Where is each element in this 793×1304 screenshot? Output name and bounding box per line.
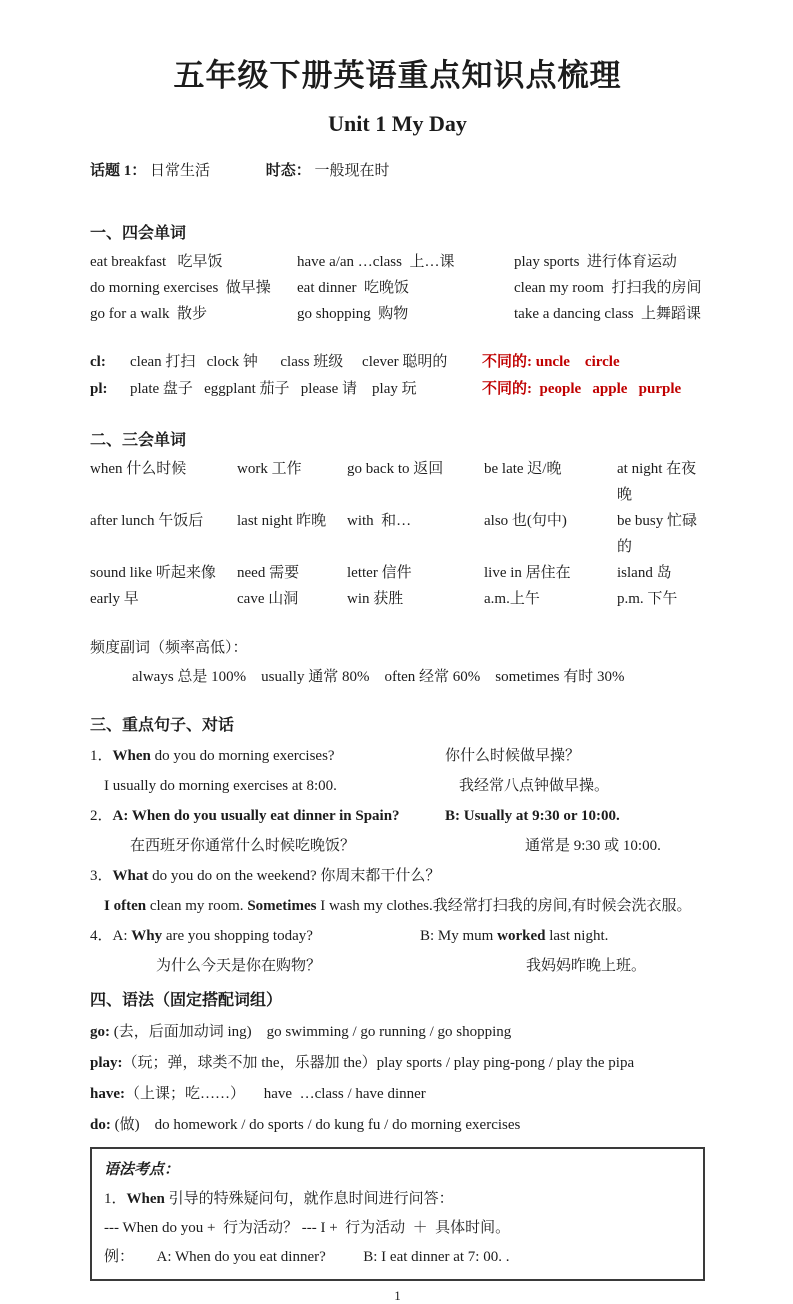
sentence-chinese: 你什么时候做早操？ xyxy=(445,748,581,764)
word-row xyxy=(90,456,705,508)
bold-word: Why xyxy=(131,928,163,944)
sentence-rest: A: xyxy=(112,928,132,944)
word-entry: also 也(句中) xyxy=(484,513,567,529)
sentence-mixed xyxy=(90,897,691,916)
grammar-keyword: go: xyxy=(90,1024,110,1040)
word-entry: island 岛 xyxy=(617,565,672,581)
word-entry: a.m.上午 xyxy=(484,591,540,607)
sound-row-cl xyxy=(90,349,705,376)
word-row xyxy=(90,560,705,586)
section-heading-words4: 一、四会单词 xyxy=(90,225,187,242)
bold-word: worked xyxy=(497,928,546,944)
tense-label: 时态： xyxy=(265,163,311,179)
word-entry: eat dinner 吃晚饭 xyxy=(297,280,410,296)
word-entry: win 获胜 xyxy=(347,591,404,607)
word-entry: be late 迟/晚 xyxy=(484,461,562,477)
sound-diff-words: 不同的: people apple purple xyxy=(482,381,682,397)
word-entry: last night 昨晚 xyxy=(237,513,327,529)
topic-label: 话题 1： xyxy=(90,163,147,179)
sentence-rest: are you shopping today? xyxy=(162,928,313,944)
grammar-keyword: play: xyxy=(90,1055,123,1071)
grammar-line-go xyxy=(90,1023,705,1042)
word-entry: sound like 听起来像 xyxy=(90,565,216,581)
sentence-rest: I wash my clothes.我经常打扫我的房间,有时候会洗衣服。 xyxy=(316,898,692,914)
section-heading-grammar: 四、语法（固定搭配词组） xyxy=(90,992,283,1009)
item-number: 1． xyxy=(104,1191,127,1207)
grammar-explanation: （玩；弹，球类不加 the，乐器加 the）play sports / play ping-pong / play the pipa xyxy=(122,1055,635,1071)
word-entry: do morning exercises 做早操 xyxy=(90,280,271,296)
word-entry: live in 居住在 xyxy=(484,565,571,581)
word-entry: after lunch 午饭后 xyxy=(90,513,204,529)
word-entry: take a dancing class 上舞蹈课 xyxy=(514,306,702,322)
sentence-chinese: 我经常八点钟做早操。 xyxy=(459,778,610,794)
exam-box-title: 语法考点： xyxy=(104,1162,180,1178)
bold-word: When xyxy=(112,748,151,764)
sound-words: clean 打扫 clock 钟 class 班级 clever 聪明的 xyxy=(130,354,448,370)
section-heading-words3: 二、三会单词 xyxy=(90,432,187,449)
sentence-a3 xyxy=(90,897,705,916)
section-heading-sentences: 三、重点句子、对话 xyxy=(90,717,235,734)
grammar-explanation: （上课；吃……） have …class / have dinner xyxy=(125,1086,426,1102)
word-entry: have a/an …class 上…课 xyxy=(297,254,455,270)
sentence-english xyxy=(90,747,445,766)
exam-box-line1 xyxy=(104,1190,691,1209)
sentence-chinese: 在西班牙你通常什么时候吃晚饭？ xyxy=(130,838,356,854)
word-entry: with 和… xyxy=(347,513,412,529)
unit-title: Unit 1 My Day xyxy=(328,111,467,136)
sentence-chinese: 我妈妈昨晚上班。 xyxy=(526,958,647,974)
sentence-chinese: 为什么今天是你在购物？ xyxy=(156,958,322,974)
word-entry: when 什么时候 xyxy=(90,461,187,477)
word-entry: go shopping 购物 xyxy=(297,306,409,322)
sound-diff-words: 不同的: uncle circle xyxy=(482,354,620,370)
bold-word: I often xyxy=(104,898,147,914)
sentence-a1 xyxy=(90,777,705,796)
words4-grid xyxy=(90,249,705,327)
sound-row-pl xyxy=(90,376,705,403)
grammar-line-do xyxy=(90,1116,705,1135)
topic-line xyxy=(90,159,705,180)
tense-value: 一般现在时 xyxy=(314,163,390,179)
word-entry: at night 在夜晚 xyxy=(617,461,697,503)
item-number: 3． xyxy=(90,868,113,884)
word-entry: cave 山洞 xyxy=(237,591,299,607)
word-entry: p.m. 下午 xyxy=(617,591,678,607)
word-row xyxy=(90,508,705,560)
sentence-q4 xyxy=(90,927,705,946)
doc-title: 五年级下册英语重点知识点梳理 xyxy=(173,58,622,93)
sentence-rest: B: My mum xyxy=(420,928,498,944)
bold-sentence: A: When do you usually eat dinner in Spain? xyxy=(112,808,400,824)
sound-words: plate 盘子 eggplant 茄子 please 请 play 玩 xyxy=(130,381,417,397)
grammar-line-have xyxy=(90,1085,705,1104)
sentence-english xyxy=(90,867,440,886)
exam-box-line3: 例： A: When do you eat dinner? B: I eat dinner at 7: 00. . xyxy=(104,1249,510,1265)
sentence-rest: last night. xyxy=(545,928,609,944)
freq-adverb-heading: 频度副词（频率高低）： xyxy=(90,640,248,656)
exam-box-line2: --- When do you + 行为活动？ --- I + 行为活动 ＋ 具体时间。 xyxy=(104,1220,511,1236)
bold-word: Sometimes xyxy=(247,898,317,914)
bold-word: What xyxy=(112,868,149,884)
sound-pattern-block xyxy=(90,349,705,403)
item-number: 4． xyxy=(90,928,113,944)
sentence-english-b: B: Usually at 9:30 or 10:00. xyxy=(445,808,620,824)
grammar-explanation: (做) do homework / do sports / do kung fu / do morning exercises xyxy=(110,1117,521,1133)
word-entry: eat breakfast 吃早饭 xyxy=(90,254,223,270)
word-entry: play sports 进行体育运动 xyxy=(514,254,677,270)
page-number: 1 xyxy=(394,1288,401,1303)
sentence-english-b xyxy=(420,927,705,946)
topic-value: 日常生活 xyxy=(150,163,211,179)
freq-adverb-line: always 总是 100% usually 通常 80% often 经常 60% sometimes 有时 30% xyxy=(132,669,625,685)
word-entry: go back to 返回 xyxy=(347,461,444,477)
word-entry: clean my room 打扫我的房间 xyxy=(514,280,702,296)
word-row xyxy=(90,275,705,301)
item-number: 2． xyxy=(90,808,113,824)
sentence-zh2 xyxy=(90,837,705,856)
grammar-explanation: (去，后面加动词 ing) go swimming / go running / go shopping xyxy=(110,1024,512,1040)
sentence-q2 xyxy=(90,807,705,826)
sentence-q1 xyxy=(90,747,705,766)
sound-prefix: cl: xyxy=(90,354,106,370)
sentence-chinese: 通常是 9:30 或 10:00. xyxy=(525,838,661,854)
sentence-rest: 引导的特殊疑问句，就作息时间进行问答： xyxy=(164,1191,454,1207)
word-entry: need 需要 xyxy=(237,565,300,581)
word-entry: work 工作 xyxy=(237,461,302,477)
sentence-q3 xyxy=(90,867,705,886)
word-entry: go for a walk 散步 xyxy=(90,306,208,322)
grammar-keyword: have: xyxy=(90,1086,125,1102)
grammar-line-play xyxy=(90,1054,705,1073)
sentence-english xyxy=(90,807,445,826)
word-row xyxy=(90,301,705,327)
sentence-english: I usually do morning exercises at 8:00. xyxy=(104,778,337,794)
sentence-rest: do you do on the weekend? 你周末都干什么？ xyxy=(148,868,441,884)
grammar-keyword: do: xyxy=(90,1117,111,1133)
sentence-zh4 xyxy=(90,957,705,976)
sound-prefix: pl: xyxy=(90,381,108,397)
word-entry: letter 信件 xyxy=(347,565,412,581)
word-row xyxy=(90,586,705,612)
sentence-rest: clean my room. xyxy=(146,898,248,914)
word-entry: be busy 忙碌的 xyxy=(617,513,697,555)
words3-grid xyxy=(90,456,705,612)
item-number: 1． xyxy=(90,748,113,764)
sentence-rest: do you do morning exercises? xyxy=(150,748,335,764)
sentence-english xyxy=(90,927,420,946)
word-entry: early 早 xyxy=(90,591,139,607)
grammar-exam-box xyxy=(90,1147,705,1281)
word-row xyxy=(90,249,705,275)
bold-word: When xyxy=(126,1191,165,1207)
